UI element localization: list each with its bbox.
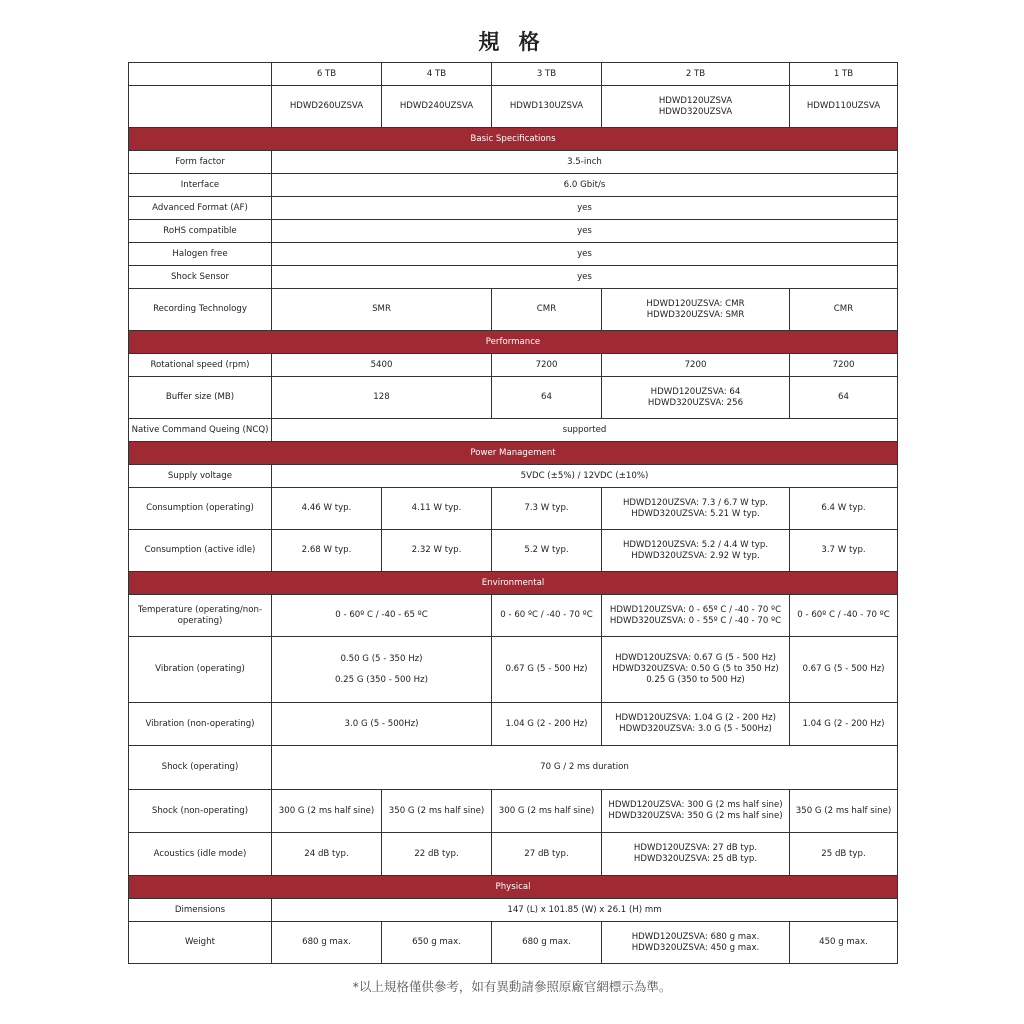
row-value: 25 dB typ. [790,833,898,876]
row-value: 3.7 W typ. [790,530,898,572]
row-value: CMR [492,289,602,331]
model-4tb: HDWD240UZSVA [382,86,492,128]
value-line: HDWD320UZSVA: SMR [646,309,745,320]
row-value: 5.2 W typ. [492,530,602,572]
capacity-4tb: 4 TB [382,63,492,86]
model-6tb: HDWD260UZSVA [272,86,382,128]
row-value: 4.46 W typ. [272,488,382,530]
model-2tb-a: HDWD120UZSVA [658,95,733,106]
row-label: Vibration (non-operating) [129,703,272,746]
row-label: Shock Sensor [129,266,272,289]
row-value: 680 g max. [492,922,602,964]
value-line: 0.25 G (350 to 500 Hz) [646,674,745,685]
row-value: 650 g max. [382,922,492,964]
row-value: 0 - 60 ºC / -40 - 70 ºC [492,595,602,637]
capacity-3tb: 3 TB [492,63,602,86]
row-label: Weight [129,922,272,964]
section-header-power: Power Management [129,442,898,465]
row-value: 64 [790,377,898,419]
row-value: 300 G (2 ms half sine) [272,790,382,833]
row-value: 70 G / 2 ms duration [272,746,898,790]
value-line: 0.25 G (350 - 500 Hz) [334,674,429,685]
value-line: HDWD120UZSVA: 300 G (2 ms half sine) [608,800,783,811]
corner-cell [129,86,272,128]
row-value [602,790,790,833]
row-label: Acoustics (idle mode) [129,833,272,876]
row-value [602,488,790,530]
value-line: HDWD120UZSVA: 7.3 / 6.7 W typ. [622,497,769,508]
corner-cell [129,63,272,86]
value-line: HDWD120UZSVA: 5.2 / 4.4 W typ. [622,539,769,550]
row-value: 350 G (2 ms half sine) [382,790,492,833]
row-label [129,595,272,637]
row-value: 6.4 W typ. [790,488,898,530]
row-value: 450 g max. [790,922,898,964]
row-value: 0.67 G (5 - 500 Hz) [790,637,898,703]
row-label: Recording Technology [129,289,272,331]
value-line: HDWD320UZSVA: 5.21 W typ. [631,508,760,519]
value-line: HDWD120UZSVA: 64 [650,386,741,397]
row-value: 6.0 Gbit/s [272,174,898,197]
row-value [602,377,790,419]
row-value: 2.68 W typ. [272,530,382,572]
row-value: yes [272,197,898,220]
value-line: HDWD320UZSVA: 450 g max. [631,942,760,953]
row-label: Form factor [129,151,272,174]
row-value: 64 [492,377,602,419]
value-line: HDWD320UZSVA: 0.50 G (5 to 350 Hz) [612,664,779,675]
value-line: HDWD320UZSVA: 25 dB typ. [633,854,758,864]
row-label: Rotational speed (rpm) [129,354,272,377]
row-value [272,637,492,703]
model-2tb [602,86,790,128]
spec-table [128,62,898,964]
row-value: 3.5-inch [272,151,898,174]
capacity-1tb: 1 TB [790,63,898,86]
row-value: 5VDC (±5%) / 12VDC (±10%) [272,465,898,488]
row-value: 128 [272,377,492,419]
row-label: Shock (non-operating) [129,790,272,833]
row-value [602,595,790,637]
row-value: yes [272,243,898,266]
value-line: HDWD120UZSVA: 680 g max. [631,931,760,942]
capacity-2tb: 2 TB [602,63,790,86]
capacity-6tb: 6 TB [272,63,382,86]
model-3tb: HDWD130UZSVA [492,86,602,128]
value-line: HDWD120UZSVA: 27 dB typ. [633,843,758,854]
value-line: HDWD120UZSVA: 0 - 65º C / -40 - 70 ºC [609,604,782,615]
row-value: 27 dB typ. [492,833,602,876]
model-1tb: HDWD110UZSVA [790,86,898,128]
row-label: Supply voltage [129,465,272,488]
value-line: HDWD120UZSVA: 0.67 G (5 - 500 Hz) [615,653,776,664]
row-value: 3.0 G (5 - 500Hz) [272,703,492,746]
label-line: operating) [177,615,223,626]
row-label: Shock (operating) [129,746,272,790]
row-value: 680 g max. [272,922,382,964]
row-value: yes [272,266,898,289]
row-label: Interface [129,174,272,197]
row-label: RoHS compatible [129,220,272,243]
row-value [602,703,790,746]
row-value: 7.3 W typ. [492,488,602,530]
row-value [602,637,790,703]
row-label: Vibration (operating) [129,637,272,703]
row-value: 0 - 60º C / -40 - 70 ºC [790,595,898,637]
row-label: Advanced Format (AF) [129,197,272,220]
section-header-environmental: Environmental [129,572,898,595]
row-label: Dimensions [129,899,272,922]
value-line: HDWD120UZSVA: CMR [646,298,745,309]
row-value: 7200 [790,354,898,377]
section-header-basic: Basic Specifications [129,128,898,151]
row-label: Buffer size (MB) [129,377,272,419]
section-header-physical: Physical [129,876,898,899]
row-value [602,289,790,331]
row-value: 22 dB typ. [382,833,492,876]
row-label: Native Command Queing (NCQ) [129,419,272,442]
row-value [602,530,790,572]
value-line: HDWD320UZSVA: 2.92 W typ. [631,550,760,561]
row-value: 24 dB typ. [272,833,382,876]
value-line: HDWD320UZSVA: 3.0 G (5 - 500Hz) [619,724,772,734]
value-line: 0.50 G (5 - 350 Hz) [340,653,423,664]
row-value: 147 (L) x 101.85 (W) x 26.1 (H) mm [272,899,898,922]
row-value: 5400 [272,354,492,377]
row-value: 2.32 W typ. [382,530,492,572]
row-value: CMR [790,289,898,331]
row-value: 7200 [492,354,602,377]
row-value: supported [272,419,898,442]
row-label: Consumption (active idle) [129,530,272,572]
row-value: 350 G (2 ms half sine) [790,790,898,833]
row-value: 1.04 G (2 - 200 Hz) [492,703,602,746]
footer-note: *以上規格僅供參考，如有異動請參照原廠官網標示為準。 [352,979,672,994]
row-value: 4.11 W typ. [382,488,492,530]
row-label: Consumption (operating) [129,488,272,530]
section-header-performance: Performance [129,331,898,354]
page-title: 規 格 [478,30,546,54]
capacity-row [129,63,898,86]
value-line: HDWD320UZSVA: 350 G (2 ms half sine) [608,811,783,821]
value-line: HDWD120UZSVA: 1.04 G (2 - 200 Hz) [615,713,776,724]
value-line: HDWD320UZSVA: 256 [647,397,744,408]
row-value: 0 - 60º C / -40 - 65 ºC [272,595,492,637]
row-value: yes [272,220,898,243]
model-row [129,86,898,128]
row-value: 1.04 G (2 - 200 Hz) [790,703,898,746]
row-value: 300 G (2 ms half sine) [492,790,602,833]
row-value: 7200 [602,354,790,377]
row-value [602,833,790,876]
label-line: Temperature (operating/non- [137,604,263,615]
row-value: 0.67 G (5 - 500 Hz) [492,637,602,703]
row-label: Halogen free [129,243,272,266]
row-value [602,922,790,964]
model-2tb-b: HDWD320UZSVA [658,106,733,117]
row-value: SMR [272,289,492,331]
value-line: HDWD320UZSVA: 0 - 55º C / -40 - 70 ºC [609,615,782,626]
